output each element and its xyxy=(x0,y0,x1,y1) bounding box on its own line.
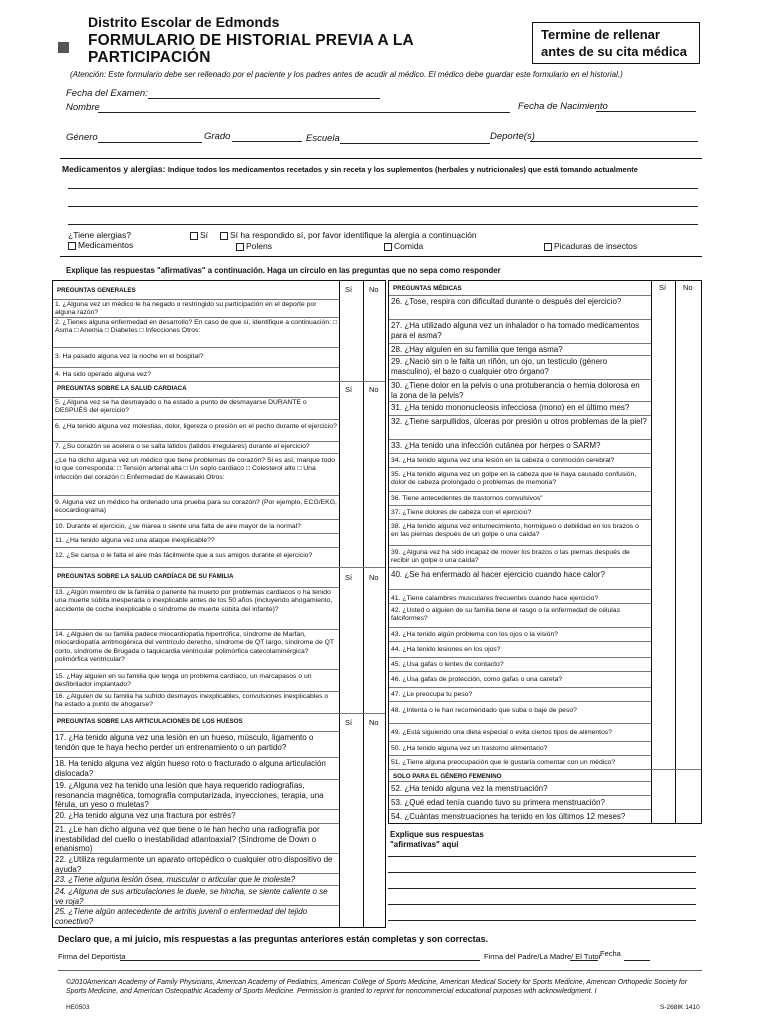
question-text: 52. ¿Ha tenido alguna vez la menstruación? xyxy=(391,784,548,793)
question-text: 17. ¿Ha tenido alguna vez una lesión en un hueso, músculo, ligamento o tendón que te haya hecho perder un entrenamiento o un partido? xyxy=(55,733,314,752)
parent-signature-field[interactable] xyxy=(570,960,598,961)
question-text: 53. ¿Qué edad tenía cuando tuvo su primera menstruación? xyxy=(391,798,605,807)
allergy-identify-checkbox[interactable] xyxy=(220,232,228,240)
allergy-yes-checkbox[interactable] xyxy=(190,232,198,240)
question-row[interactable] xyxy=(389,567,651,589)
no-header: No xyxy=(683,283,693,292)
yes-header: Sí xyxy=(659,283,667,292)
name-field[interactable] xyxy=(98,112,510,113)
question-row[interactable] xyxy=(53,853,339,873)
explain-box-label xyxy=(390,830,484,850)
question-row[interactable] xyxy=(389,657,651,671)
question-row[interactable] xyxy=(53,873,339,885)
question-row[interactable] xyxy=(389,415,651,439)
question-row[interactable] xyxy=(389,627,651,641)
question-row[interactable] xyxy=(389,809,651,823)
question-text: 10. Durante el ejercicio, ¿se marea o siente una falta de aire mayor de la normal? xyxy=(55,523,301,530)
grade-label: Grado xyxy=(204,131,231,142)
question-text: 14. ¿Alguien de su familia padece miocardiopatía hipertrófica, síndrome de Marfan, miocardiopatía arritmogénica del ventrículo derecho, síndrome de QT largo, síndrome de QT corto, síndrome de Brugada o taquicardia ventricular polimórfica catecolaminérgica? polimórfica ventricular? xyxy=(55,631,334,664)
medications-label: Medicamentos y alergias: xyxy=(62,164,166,174)
sport-field[interactable] xyxy=(530,141,698,142)
question-text: 34. ¿Ha tenido alguna vez una lesión en la cabeza o conmoción cerebral? xyxy=(391,457,615,464)
question-text: 29. ¿Nació sin o le falta un riñón, un ojo, un testículo (género masculino), el bazo o cualquier otro órgano? xyxy=(391,357,608,376)
birth-date-label: Fecha de Nacimiento xyxy=(518,101,608,112)
question-row[interactable] xyxy=(53,495,339,519)
question-row[interactable] xyxy=(389,723,651,741)
no-header: No xyxy=(369,573,379,582)
gender-field[interactable] xyxy=(98,142,202,143)
question-row[interactable] xyxy=(53,519,339,533)
question-row[interactable] xyxy=(389,439,651,453)
question-row[interactable] xyxy=(389,343,651,355)
question-text: 5. ¿Alguna vez se ha desmayado o ha estado a punto de desmayarse DURANTE o DESPUÉS del ejercicio? xyxy=(55,399,307,415)
question-row[interactable] xyxy=(53,691,339,713)
question-row[interactable] xyxy=(389,755,651,769)
yes-header: Sí xyxy=(345,385,353,394)
school-label: Escuela xyxy=(306,133,340,144)
question-text: 12. ¿Se cansa o le falta el aire más fácilmente que a sus amigos durante el ejercicio? xyxy=(55,552,313,559)
sport-label: Deporte(s) xyxy=(490,131,535,142)
column-divider xyxy=(651,281,652,823)
question-text: ¿Le ha dicho alguna vez un médico que tiene problemas de corazón? Si es así, marque todo lo que corresponda: □ Tensión arterial alta □ Un soplo cardiaco □ Colesterol alto □ Una infección del corazón □ Enfermedad de Kawasaki Otros: xyxy=(55,457,335,481)
form-code-right: S-268IK 1410 xyxy=(660,1004,700,1011)
section-title: PREGUNTAS SOBRE LAS ARTICULACIONES DE LOS HUESOS xyxy=(57,718,243,725)
polens-label: Polens xyxy=(246,241,272,251)
question-row[interactable] xyxy=(389,671,651,687)
question-text: 19. ¿Alguna vez ha tenido una lesión que haya requerido radiografías, resonancia magnética, tomografía computarizada, inyecciones, terapia, una férula, un yeso o muletas? xyxy=(55,781,324,809)
section-title: PREGUNTAS SOBRE LA SALUD CARDÍACA DE SU FAMILIA xyxy=(57,573,234,580)
form-title: FORMULARIO DE HISTORIAL PREVIA A LA PARTICIPACIÓN xyxy=(88,32,414,66)
notice-box: Termine de rellenar antes de su cita médica xyxy=(532,22,700,64)
insectos-checkbox[interactable] xyxy=(544,243,552,251)
question-text: 25. ¿Tiene algún antecedente de artritis juvenil o enfermedad del tejido conectivo? xyxy=(55,907,308,926)
explain-box-line2: "afirmativas" aquí xyxy=(390,840,459,849)
allergy-yes-label: Sí xyxy=(200,230,209,240)
left-question-table xyxy=(52,280,386,928)
explain-intro: Explique las respuestas "afirmativas" a continuación. Haga un círculo en las preguntas que no sepa como responder xyxy=(66,266,501,275)
question-text: 50. ¿Ha tenido alguna vez un trastorno alimentario? xyxy=(391,745,548,752)
question-row[interactable] xyxy=(53,299,339,317)
question-row[interactable] xyxy=(53,779,339,809)
question-row[interactable] xyxy=(389,687,651,701)
medicamentos-label: Medicamentos xyxy=(78,240,134,250)
right-question-table xyxy=(388,280,702,824)
question-row[interactable] xyxy=(53,547,339,567)
question-row[interactable] xyxy=(389,505,651,519)
form-code-left: HE0503 xyxy=(66,1004,90,1011)
question-text: 38. ¿Ha tenido alguna vez entumecimiento, hormigueo o debilidad en los brazos o en las piernas después de un golpe o una caída? xyxy=(391,523,639,539)
question-row[interactable] xyxy=(53,367,339,381)
grade-field[interactable] xyxy=(232,141,302,142)
question-row[interactable] xyxy=(389,295,651,319)
question-text: 32. ¿Tiene sarpullidos, úlceras por presión u otros problemas de la piel? xyxy=(391,417,647,426)
date-field[interactable] xyxy=(624,960,650,961)
question-row[interactable] xyxy=(53,397,339,419)
question-text: 11. ¿Ha tenido alguna vez una ataque inexplicable?? xyxy=(55,537,215,544)
explain-box-line1: Explique sus respuestas xyxy=(390,830,484,839)
question-row[interactable] xyxy=(53,669,339,691)
question-row[interactable] xyxy=(53,419,339,441)
allergy-identify-label: Sí ha respondido sí, por favor identifique la alergia a continuación xyxy=(230,230,477,240)
column-divider xyxy=(675,281,676,823)
question-row[interactable] xyxy=(389,741,651,755)
column-divider xyxy=(339,281,340,927)
polens-option xyxy=(236,241,272,251)
name-label: Nombre xyxy=(66,102,100,113)
comida-option xyxy=(384,241,423,251)
explain-line-5[interactable] xyxy=(388,920,696,921)
question-text: 39. ¿Alguna vez ha sido incapaz de mover los brazos o las piernas después de recibir un golpe o una caída? xyxy=(391,549,630,565)
question-row[interactable] xyxy=(389,401,651,415)
question-row[interactable] xyxy=(53,441,339,453)
divider xyxy=(60,158,702,159)
question-text: 3. Ha pasado alguna vez la noche en el hospital? xyxy=(55,353,204,360)
question-text: 9. Alguna vez un médico ha ordenado una prueba para su corazón? (Por ejemplo, ECG/EKG, ecocardiograma) xyxy=(55,499,337,515)
question-text: 44. ¿Ha tenido lesiones en los ojos? xyxy=(391,646,501,653)
question-text: 30. ¿Tiene dolor en la pelvis o una protuberancia o hernia dolorosa en la zona de la pelvis? xyxy=(391,381,640,400)
yes-header: Sí xyxy=(345,718,353,727)
medications-instruction: Indique todos los medicamentos recetados y sin receta y los suplementos (herbales y nutricionales) que está tomando actualmente xyxy=(167,165,638,174)
question-text: 18. Ha tenido alguna vez algún hueso roto o fracturado o alguna articulación dislocada? xyxy=(55,759,326,778)
question-text: 15. ¿Hay alguien en su familia que tenga un problema cardíaco, un marcapasos o un desfibrilador implantado? xyxy=(55,673,312,689)
column-divider xyxy=(363,281,364,927)
exam-date-label: Fecha del Examen: xyxy=(66,88,148,99)
allergy-question-text: ¿Tiene alergias? xyxy=(68,230,131,240)
question-row[interactable] xyxy=(53,629,339,669)
question-row[interactable] xyxy=(53,533,339,547)
question-text: 22. ¿Utiliza regularmente un aparato ortopédico o cualquier otro dispositivo de ayuda? xyxy=(55,855,333,874)
question-text: 4. Ha sido operado alguna vez? xyxy=(55,371,151,378)
title-square-icon xyxy=(58,42,69,53)
question-text: 6. ¿Ha tenido alguna vez molestias, dolor, ligereza o presión en el pecho durante el ejercicio? xyxy=(55,423,337,430)
copyright: ©2010American Academy of Family Physicians, American Academy of Pediatrics, American College of Sports Medicine, American Medical Society for Sports Medicine, American Orthopedic Society for Sports Medicine, and American Osteopathic Academy of Sports Medicine. Permission is granted to reprint for noncommercial educational purposes with acknowledgment. I xyxy=(66,979,688,995)
question-row[interactable] xyxy=(53,347,339,367)
question-row[interactable] xyxy=(389,781,651,795)
question-row[interactable] xyxy=(389,491,651,505)
gender-label: Género xyxy=(66,132,98,143)
question-text: 45. ¿Usa gafas o lentes de contacto? xyxy=(391,661,504,668)
allergy-yes xyxy=(190,230,208,240)
question-row[interactable] xyxy=(53,587,339,629)
question-text: 54. ¿Cuántas menstruaciones ha tenido en los últimos 12 meses? xyxy=(391,812,626,821)
yes-header: Sí xyxy=(345,285,353,294)
medications-heading xyxy=(62,164,638,174)
question-text: 2. ¿Tienes alguna enfermedad en desarrollo? En caso de que sí, identifique a continuación: □ Asma □ Anemia □ Diabetes □ Infecciones Otros: xyxy=(55,319,337,335)
date-label: Fecha xyxy=(600,949,621,958)
school-field[interactable] xyxy=(340,143,490,144)
question-row[interactable] xyxy=(389,467,651,491)
comida-checkbox[interactable] xyxy=(384,243,392,251)
question-text: 40. ¿Se ha enfermado al hacer ejercicio cuando hace calor? xyxy=(391,570,605,579)
question-text: 20. ¿Ha tenido alguna vez una fractura por estrés? xyxy=(55,811,236,820)
section-title: PREGUNTAS SOBRE LA SALUD CARDIACA xyxy=(57,385,187,392)
question-row[interactable] xyxy=(53,757,339,779)
question-text: 47. ¿Le preocupa tu peso? xyxy=(391,691,473,698)
question-row[interactable] xyxy=(53,823,339,853)
attention-note: (Atención: Este formulario debe ser rellenado por el paciente y los padres antes de acudir al médico. El médico debe guardar este formulario en el historial.) xyxy=(70,70,623,79)
insectos-label: Picaduras de insectos xyxy=(554,241,638,251)
yes-header: Sí xyxy=(345,573,353,582)
question-text: 31. ¿Ha tenido mononucleosis infecciosa (mono) en el último mes? xyxy=(391,403,630,412)
medication-line-2[interactable] xyxy=(68,206,698,207)
athlete-signature-field[interactable] xyxy=(120,960,480,961)
insectos-option xyxy=(544,241,637,251)
question-text: 33. ¿Ha tenido una infección cutánea por herpes o SARM? xyxy=(391,441,601,450)
question-row[interactable] xyxy=(389,603,651,627)
question-text: 27. ¿Ha utilizado alguna vez un inhalador o ha tomado medicamentos para el asma? xyxy=(391,321,640,340)
question-text: 24. ¿Alguna de sus articulaciones le duele, se hincha, se siente caliente o se ve roja? xyxy=(55,887,328,906)
question-row[interactable] xyxy=(53,905,339,927)
no-header: No xyxy=(369,718,379,727)
question-text: 48. ¿Intenta o le han recomendado que suba o baje de peso? xyxy=(391,707,577,714)
question-text: 23. ¿Tiene alguna lesión ósea, muscular o articular que le moleste? xyxy=(55,875,296,884)
question-row[interactable] xyxy=(53,317,339,347)
explain-line-4[interactable] xyxy=(388,904,696,905)
explain-line-1[interactable] xyxy=(388,856,696,857)
medicamentos-checkbox[interactable] xyxy=(68,242,76,250)
question-row[interactable] xyxy=(389,545,651,567)
question-text: 42. ¿Usted o alguien de su familia tiene el rasgo o la enfermedad de células falciformes? xyxy=(391,607,620,623)
divider xyxy=(60,256,702,257)
divider xyxy=(58,970,702,971)
medication-line-1[interactable] xyxy=(68,188,698,189)
no-header: No xyxy=(369,385,379,394)
question-text: 16. ¿Alguien de su familia ha sufrido desmayos inexplicables, convulsiones inexplicables o ha estado a punto de ahogarse? xyxy=(55,693,329,709)
question-row[interactable] xyxy=(53,453,339,495)
question-text: 13. ¿Algún miembro de la familia o pariente ha muerto por problemas cardiacos o ha tenido una muerte súbita inesperada o inexplicable antes de los 50 años (incluyendo ahogamiento, accidente de coche inexplicable o síndrome de muerte súbita del infante)? xyxy=(55,589,333,613)
question-row[interactable] xyxy=(53,731,339,757)
question-text: 43. ¿Ha tenido algún problema con los ojos o la visión? xyxy=(391,631,559,638)
question-text: 36. Tiene antecedentes de trastornos convulsivos" xyxy=(391,495,543,502)
question-text: 21. ¿Le han dicho alguna vez que tiene o le han hecho una radiografía por inestabilidad del cuello o inestabilidad atlantoaxial? (Síndrome de Down o enanismo) xyxy=(55,825,320,853)
parent-signature-label: Firma del Padre/La Madre/ El Tutor xyxy=(484,952,602,961)
question-text: 37. ¿Tiene dolores de cabeza con el ejercicio? xyxy=(391,509,532,516)
question-row[interactable] xyxy=(389,319,651,343)
birth-date-field[interactable] xyxy=(596,111,696,112)
question-row[interactable] xyxy=(389,795,651,809)
district-name: Distrito Escolar de Edmonds xyxy=(88,14,280,30)
question-row[interactable] xyxy=(389,519,651,545)
question-row[interactable] xyxy=(389,379,651,401)
no-header: No xyxy=(369,285,379,294)
explain-line-2[interactable] xyxy=(388,872,696,873)
question-row[interactable] xyxy=(389,589,651,603)
polens-checkbox[interactable] xyxy=(236,243,244,251)
question-text: 35. ¿Ha tenido alguna vez un golpe en la cabeza que le haya causado confusión, dolor de cabeza prolongado o problemas de memoria? xyxy=(391,471,637,487)
question-text: 51. ¿Tiene alguna preocupación que le gustaría comentar con un médico? xyxy=(391,759,616,766)
question-row[interactable] xyxy=(389,641,651,657)
question-text: 49. ¿Está siguiendo una dieta especial o evita ciertos tipos de alimentos? xyxy=(391,729,613,736)
exam-date-field[interactable] xyxy=(148,98,380,99)
section-title: SOLO PARA EL GÉNERO FEMENINO xyxy=(393,773,502,780)
question-text: 28. ¿Hay alguien en su familia que tenga asma? xyxy=(391,345,563,354)
section-title: PREGUNTAS GENERALES xyxy=(57,287,136,294)
athlete-signature-label: Firma del Deportista xyxy=(58,952,126,961)
question-row[interactable] xyxy=(389,453,651,467)
question-text: 46. ¿Usa gafas de protección, como gafas o una careta? xyxy=(391,676,563,683)
allergy-question xyxy=(68,230,133,250)
comida-label: Comida xyxy=(394,241,424,251)
medication-line-3[interactable] xyxy=(68,224,698,225)
declaration-text: Declaro que, a mi juicio, mis respuestas a las preguntas anteriores están completas y son correctas. xyxy=(58,934,489,944)
question-text: 1. ¿Alguna vez un médico le ha negado o restringido su participación en el deporte por alguna razón? xyxy=(55,301,317,317)
question-text: 7. ¿Su corazón se acelera o se salta latidos (latidos irregulares) durante el ejercicio? xyxy=(55,443,310,450)
allergy-no xyxy=(220,230,477,240)
question-text: 41. ¿Tiene calambres musculares frecuentes cuando hace ejercicio? xyxy=(391,595,599,602)
section-title: PREGUNTAS MÉDICAS xyxy=(393,285,462,292)
question-row[interactable] xyxy=(389,355,651,379)
question-row[interactable] xyxy=(389,701,651,723)
question-row[interactable] xyxy=(53,809,339,823)
question-text: 26. ¿Tose, respira con dificultad durante o después del ejercicio? xyxy=(391,297,622,306)
explain-line-3[interactable] xyxy=(388,888,696,889)
question-row[interactable] xyxy=(53,885,339,905)
